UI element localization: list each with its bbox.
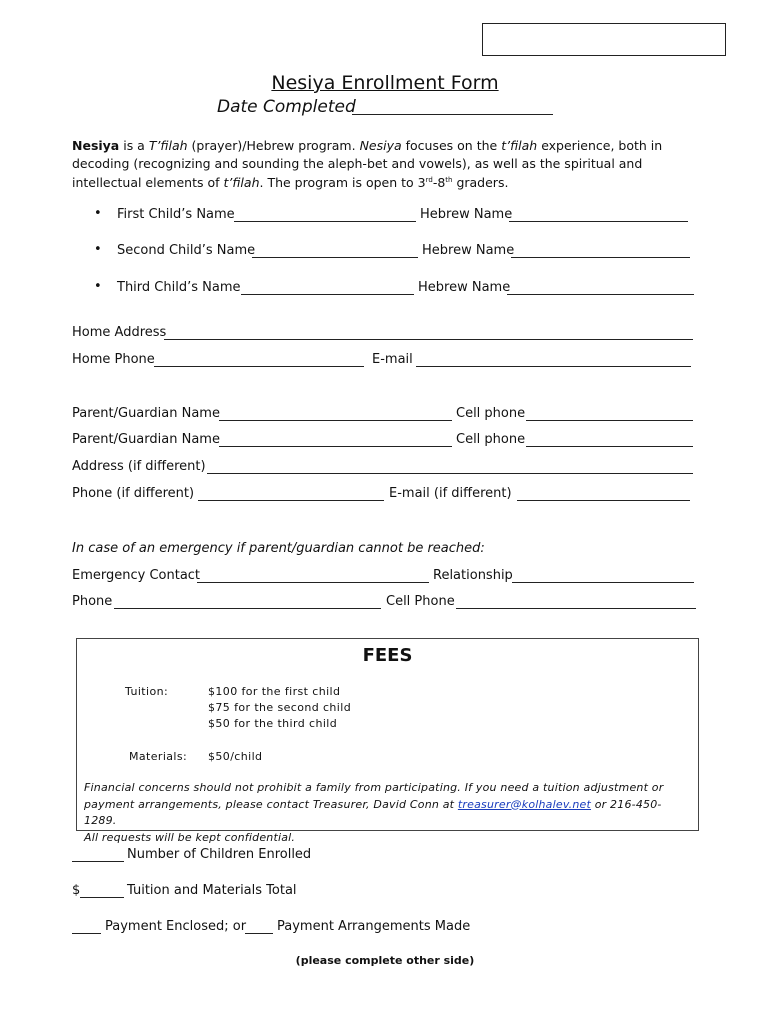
- payment-arrangements-label: Payment Arrangements Made: [277, 919, 471, 934]
- guardian1-cell-field[interactable]: [526, 420, 693, 421]
- tuition-line: $75 for the second child: [208, 701, 352, 714]
- home-email-label: E-mail: [372, 352, 413, 367]
- emergency-cell-label: Cell Phone: [386, 594, 455, 609]
- alt-address-field[interactable]: [207, 473, 693, 474]
- bullet-icon: •: [94, 279, 102, 294]
- bullet-icon: •: [94, 206, 102, 221]
- alt-email-field[interactable]: [517, 500, 690, 501]
- emergency-heading: In case of an emergency if parent/guardian cannot be reached:: [72, 541, 485, 556]
- tuition-line: $100 for the first child: [208, 685, 341, 698]
- emergency-contact-label: Emergency Contact: [72, 568, 201, 583]
- payment-enclosed-label: Payment Enclosed; or: [105, 919, 247, 934]
- guardian2-name-label: Parent/Guardian Name: [72, 432, 220, 447]
- first-child-name-label: First Child’s Name: [117, 207, 235, 222]
- first-child-hebrew-label: Hebrew Name: [420, 207, 513, 222]
- alt-phone-field[interactable]: [198, 500, 384, 501]
- third-child-hebrew-label: Hebrew Name: [418, 280, 511, 295]
- first-child-name-field[interactable]: [234, 221, 416, 222]
- first-child-hebrew-field[interactable]: [509, 221, 688, 222]
- third-child-hebrew-field[interactable]: [507, 294, 694, 295]
- materials-value: $50/child: [208, 750, 263, 763]
- payment-arrangements-field[interactable]: [245, 933, 273, 934]
- alt-email-label: E-mail (if different): [389, 486, 512, 501]
- guardian1-cell-label: Cell phone: [456, 406, 526, 421]
- intro-paragraph: Nesiya is a T’filah (prayer)/Hebrew program. Nesiya focuses on the t’filah experience, both in decoding (recognizing and sounding the aleph-bet and vowels), as well as the spiritual and intellectual elements of t’filah. The program is open to 3rd-8th graders.: [72, 138, 663, 191]
- home-phone-label: Home Phone: [72, 352, 155, 367]
- tuition-line: $50 for the third child: [208, 717, 338, 730]
- alt-address-label: Address (if different): [72, 459, 206, 474]
- tuition-label: Tuition:: [125, 685, 169, 698]
- emergency-contact-field[interactable]: [197, 582, 429, 583]
- payment-enclosed-field[interactable]: [72, 933, 101, 934]
- total-label: Tuition and Materials Total: [127, 883, 297, 898]
- form-title: Nesiya Enrollment Form: [271, 72, 499, 94]
- date-completed-line[interactable]: [352, 114, 553, 115]
- financial-note: Financial concerns should not prohibit a family from participating. If you need a tuition adjustment or payment arrangements, please contact Treasurer, David Conn at treasurer@kolhalev.net or 216-450-1289. All requests will be kept confidential.: [84, 781, 664, 844]
- guardian2-name-field[interactable]: [219, 446, 452, 447]
- fees-title: FEES: [362, 645, 413, 666]
- guardian1-name-field[interactable]: [219, 420, 452, 421]
- second-child-hebrew-label: Hebrew Name: [422, 243, 515, 258]
- alt-phone-label: Phone (if different): [72, 486, 195, 501]
- complete-other-side-note: (please complete other side): [295, 954, 475, 967]
- office-use-box[interactable]: [482, 23, 726, 56]
- home-email-field[interactable]: [416, 366, 691, 367]
- bullet-icon: •: [94, 242, 102, 257]
- materials-label: Materials:: [129, 750, 188, 763]
- total-field[interactable]: [80, 897, 124, 898]
- date-completed-label: Date Completed: [217, 97, 356, 117]
- home-address-field[interactable]: [164, 339, 693, 340]
- guardian2-cell-field[interactable]: [526, 446, 693, 447]
- second-child-name-label: Second Child’s Name: [117, 243, 256, 258]
- relationship-field[interactable]: [512, 582, 694, 583]
- second-child-name-field[interactable]: [252, 257, 418, 258]
- treasurer-email-link[interactable]: treasurer@kolhalev.net: [457, 797, 592, 811]
- emergency-cell-field[interactable]: [456, 608, 696, 609]
- guardian1-name-label: Parent/Guardian Name: [72, 406, 220, 421]
- emergency-phone-label: Phone: [72, 594, 113, 609]
- third-child-name-field[interactable]: [241, 294, 414, 295]
- relationship-label: Relationship: [433, 568, 513, 583]
- second-child-hebrew-field[interactable]: [511, 257, 690, 258]
- children-enrolled-field[interactable]: [72, 861, 124, 862]
- home-address-label: Home Address: [72, 325, 167, 340]
- third-child-name-label: Third Child’s Name: [117, 280, 241, 295]
- emergency-phone-field[interactable]: [114, 608, 381, 609]
- guardian2-cell-label: Cell phone: [456, 432, 526, 447]
- dollar-sign: $: [72, 883, 81, 898]
- home-phone-field[interactable]: [154, 366, 364, 367]
- children-enrolled-label: Number of Children Enrolled: [127, 847, 312, 862]
- fees-box: [76, 638, 699, 844]
